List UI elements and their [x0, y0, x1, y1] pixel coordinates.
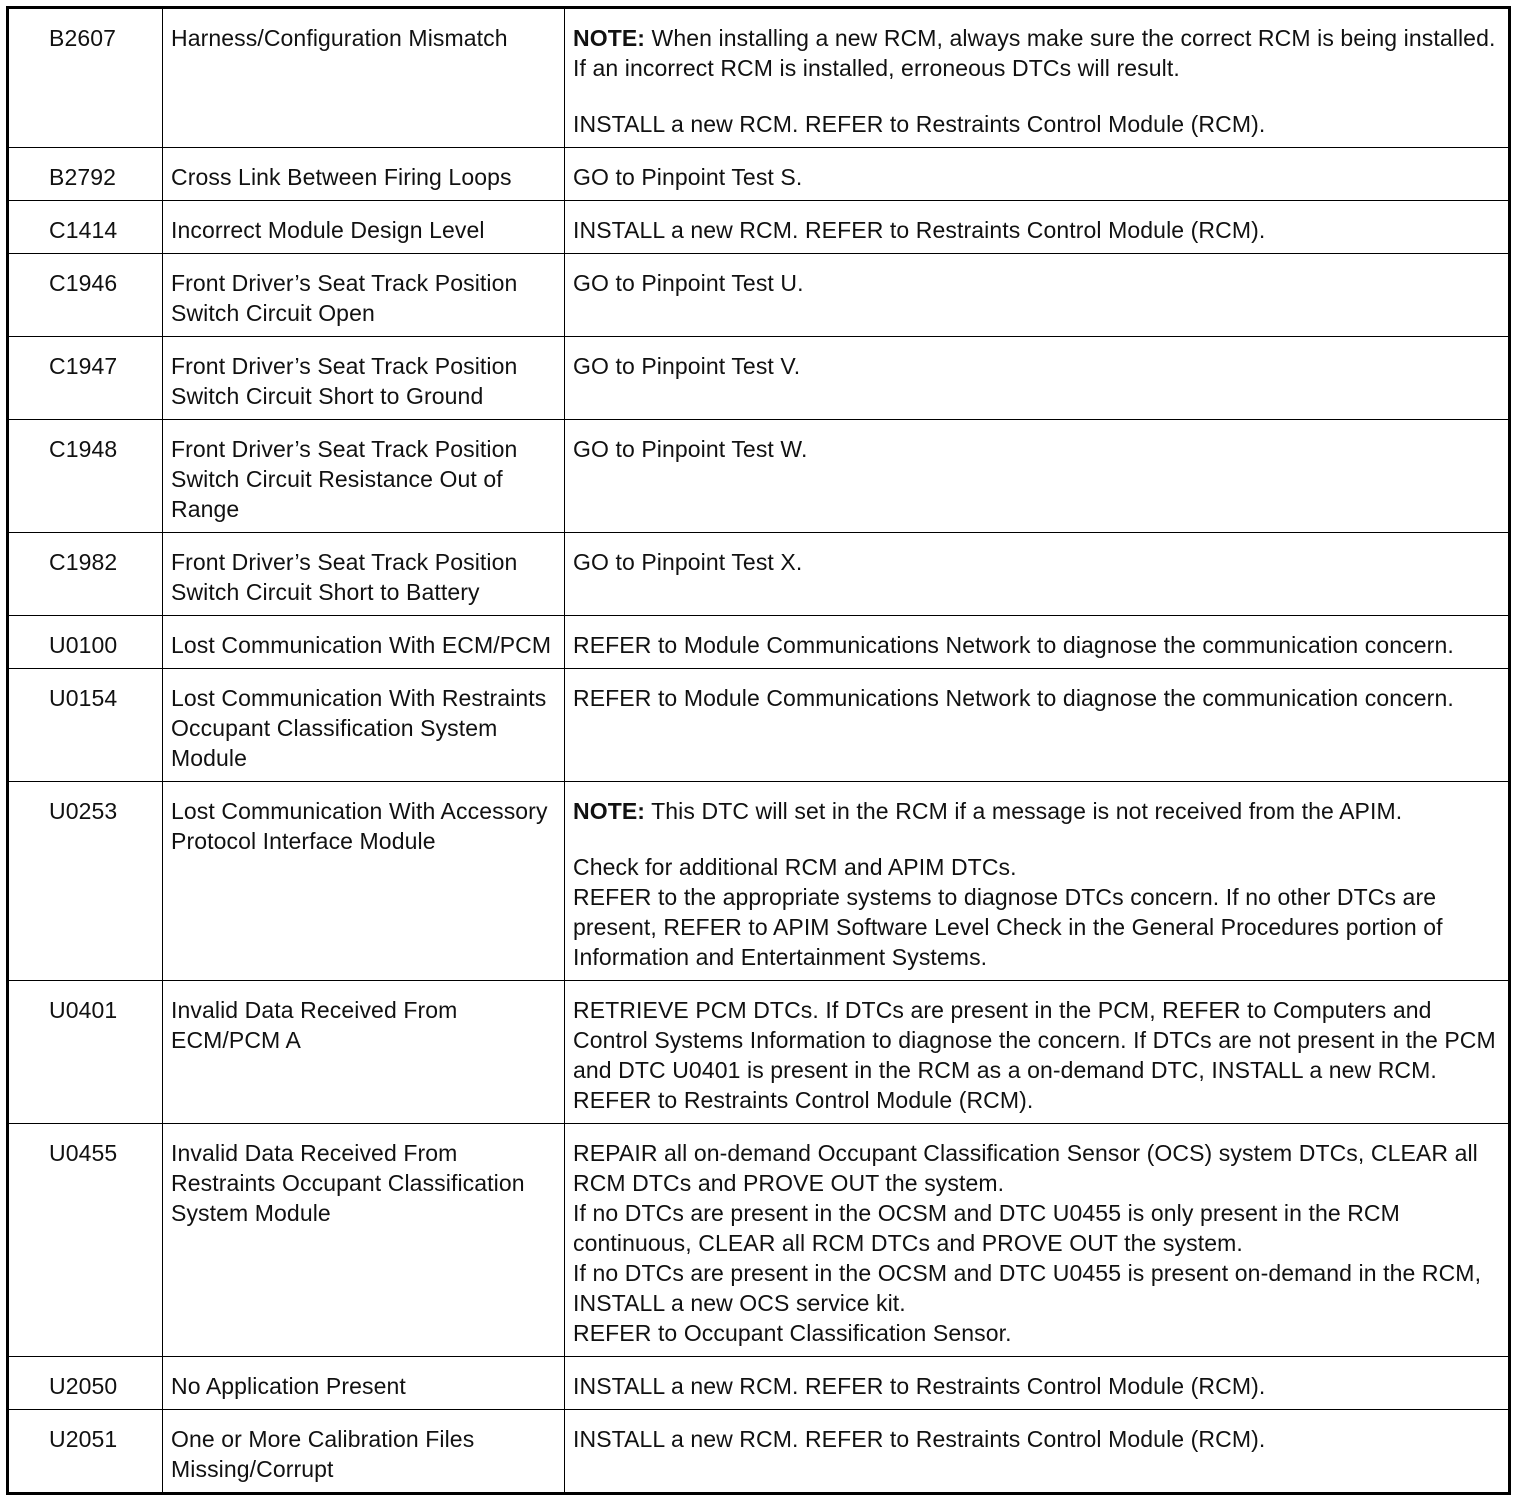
- dtc-action: [565, 1410, 1510, 1494]
- action-paragraph: [573, 23, 1500, 83]
- table-row: [8, 254, 1510, 337]
- table-row: [8, 616, 1510, 669]
- dtc-code: C1946: [8, 254, 163, 337]
- dtc-description: Invalid Data Received From Restraints Occupant Classification System Module: [163, 1124, 565, 1357]
- action-paragraph: [573, 268, 1500, 298]
- action-paragraph: [573, 434, 1500, 464]
- action-paragraph: [573, 630, 1500, 660]
- dtc-code: C1947: [8, 337, 163, 420]
- action-paragraph: [573, 796, 1500, 826]
- dtc-action: [565, 201, 1510, 254]
- dtc-action: [565, 148, 1510, 201]
- action-text: INSTALL a new RCM. REFER to Restraints Control Module (RCM).: [573, 1373, 1266, 1399]
- action-text: GO to Pinpoint Test U.: [573, 270, 804, 296]
- dtc-description: Lost Communication With Restraints Occupant Classification System Module: [163, 669, 565, 782]
- table-row: [8, 337, 1510, 420]
- action-text: If no DTCs are present in the OCSM and DTC U0455 is present on-demand in the RCM, INSTALL a new OCS service kit.: [573, 1260, 1482, 1316]
- note-label: NOTE:: [573, 25, 646, 51]
- action-paragraph: [573, 215, 1500, 245]
- action-paragraph: [573, 109, 1500, 139]
- action-paragraph: [573, 547, 1500, 577]
- table-row: [8, 8, 1510, 148]
- action-text: When installing a new RCM, always make sure the correct RCM is being installed. If an incorrect RCM is installed, erroneous DTCs will result.: [573, 25, 1496, 81]
- dtc-code: U0401: [8, 981, 163, 1124]
- dtc-action: [565, 254, 1510, 337]
- action-paragraph: [573, 1198, 1500, 1258]
- dtc-code: U0253: [8, 782, 163, 981]
- table-row: [8, 533, 1510, 616]
- table-row: [8, 981, 1510, 1124]
- dtc-action: [565, 616, 1510, 669]
- dtc-description: Front Driver’s Seat Track Position Switch Circuit Short to Battery: [163, 533, 565, 616]
- dtc-table: [6, 6, 1511, 1495]
- table-row: [8, 782, 1510, 981]
- dtc-code: B2792: [8, 148, 163, 201]
- action-text: If no DTCs are present in the OCSM and DTC U0455 is only present in the RCM continuous, CLEAR all RCM DTCs and PROVE OUT the system.: [573, 1200, 1400, 1256]
- action-text: GO to Pinpoint Test V.: [573, 353, 801, 379]
- dtc-description: Front Driver’s Seat Track Position Switch Circuit Open: [163, 254, 565, 337]
- dtc-action: [565, 981, 1510, 1124]
- table-row: [8, 1410, 1510, 1494]
- action-text: REPAIR all on-demand Occupant Classification Sensor (OCS) system DTCs, CLEAR all RCM DTCs and PROVE OUT the system.: [573, 1140, 1478, 1196]
- dtc-description: Front Driver’s Seat Track Position Switch Circuit Resistance Out of Range: [163, 420, 565, 533]
- table-row: [8, 420, 1510, 533]
- dtc-description: One or More Calibration Files Missing/Corrupt: [163, 1410, 565, 1494]
- dtc-description: Cross Link Between Firing Loops: [163, 148, 565, 201]
- dtc-description: Lost Communication With ECM/PCM: [163, 616, 565, 669]
- dtc-action: [565, 1357, 1510, 1410]
- dtc-action: [565, 8, 1510, 148]
- dtc-code: U0154: [8, 669, 163, 782]
- action-text: INSTALL a new RCM. REFER to Restraints Control Module (RCM).: [573, 111, 1266, 137]
- action-paragraph: [573, 351, 1500, 381]
- table-row: [8, 669, 1510, 782]
- dtc-action: [565, 420, 1510, 533]
- paragraph-gap: [573, 83, 1500, 109]
- action-text: INSTALL a new RCM. REFER to Restraints Control Module (RCM).: [573, 217, 1266, 243]
- dtc-table-body: [8, 8, 1510, 1494]
- note-label: NOTE:: [573, 798, 646, 824]
- dtc-action: [565, 669, 1510, 782]
- table-row: [8, 148, 1510, 201]
- action-text: REFER to Module Communications Network to diagnose the communication concern.: [573, 685, 1454, 711]
- table-row: [8, 1357, 1510, 1410]
- table-row: [8, 1124, 1510, 1357]
- dtc-description: No Application Present: [163, 1357, 565, 1410]
- action-text: GO to Pinpoint Test W.: [573, 436, 808, 462]
- action-text: REFER to Occupant Classification Sensor.: [573, 1320, 1012, 1346]
- action-text: GO to Pinpoint Test X.: [573, 549, 803, 575]
- dtc-action: [565, 782, 1510, 981]
- action-text: Check for additional RCM and APIM DTCs.: [573, 854, 1017, 880]
- dtc-action: [565, 337, 1510, 420]
- dtc-code: C1414: [8, 201, 163, 254]
- action-paragraph: [573, 852, 1500, 882]
- action-text: REFER to Module Communications Network to diagnose the communication concern.: [573, 632, 1454, 658]
- action-paragraph: [573, 1424, 1500, 1454]
- dtc-action: [565, 533, 1510, 616]
- action-text: RETRIEVE PCM DTCs. If DTCs are present in the PCM, REFER to Computers and Control Systems Information to diagnose the concern. If DTCs are not present in the PCM and DTC U0401 is present in the RCM as a on-demand DTC, INSTALL a new RCM. REFER to Restraints Control Module (RCM).: [573, 997, 1496, 1113]
- action-paragraph: [573, 882, 1500, 972]
- dtc-code: C1982: [8, 533, 163, 616]
- action-text: REFER to the appropriate systems to diagnose DTCs concern. If no other DTCs are present, REFER to APIM Software Level Check in the General Procedures portion of Information and Entertainment Systems.: [573, 884, 1443, 970]
- dtc-code: U2051: [8, 1410, 163, 1494]
- dtc-code: U0100: [8, 616, 163, 669]
- dtc-code: U0455: [8, 1124, 163, 1357]
- action-paragraph: [573, 1318, 1500, 1348]
- action-text: This DTC will set in the RCM if a message is not received from the APIM.: [645, 798, 1403, 824]
- dtc-description: Harness/Configuration Mismatch: [163, 8, 565, 148]
- action-paragraph: [573, 162, 1500, 192]
- dtc-description: Invalid Data Received From ECM/PCM A: [163, 981, 565, 1124]
- dtc-code: U2050: [8, 1357, 163, 1410]
- action-paragraph: [573, 1138, 1500, 1198]
- dtc-code: B2607: [8, 8, 163, 148]
- action-paragraph: [573, 683, 1500, 713]
- action-paragraph: [573, 1258, 1500, 1318]
- dtc-description: Incorrect Module Design Level: [163, 201, 565, 254]
- dtc-description: Lost Communication With Accessory Protocol Interface Module: [163, 782, 565, 981]
- dtc-code: C1948: [8, 420, 163, 533]
- action-paragraph: [573, 995, 1500, 1115]
- action-text: INSTALL a new RCM. REFER to Restraints Control Module (RCM).: [573, 1426, 1266, 1452]
- action-text: GO to Pinpoint Test S.: [573, 164, 803, 190]
- dtc-description: Front Driver’s Seat Track Position Switch Circuit Short to Ground: [163, 337, 565, 420]
- paragraph-gap: [573, 826, 1500, 852]
- action-paragraph: [573, 1371, 1500, 1401]
- dtc-action: [565, 1124, 1510, 1357]
- table-row: [8, 201, 1510, 254]
